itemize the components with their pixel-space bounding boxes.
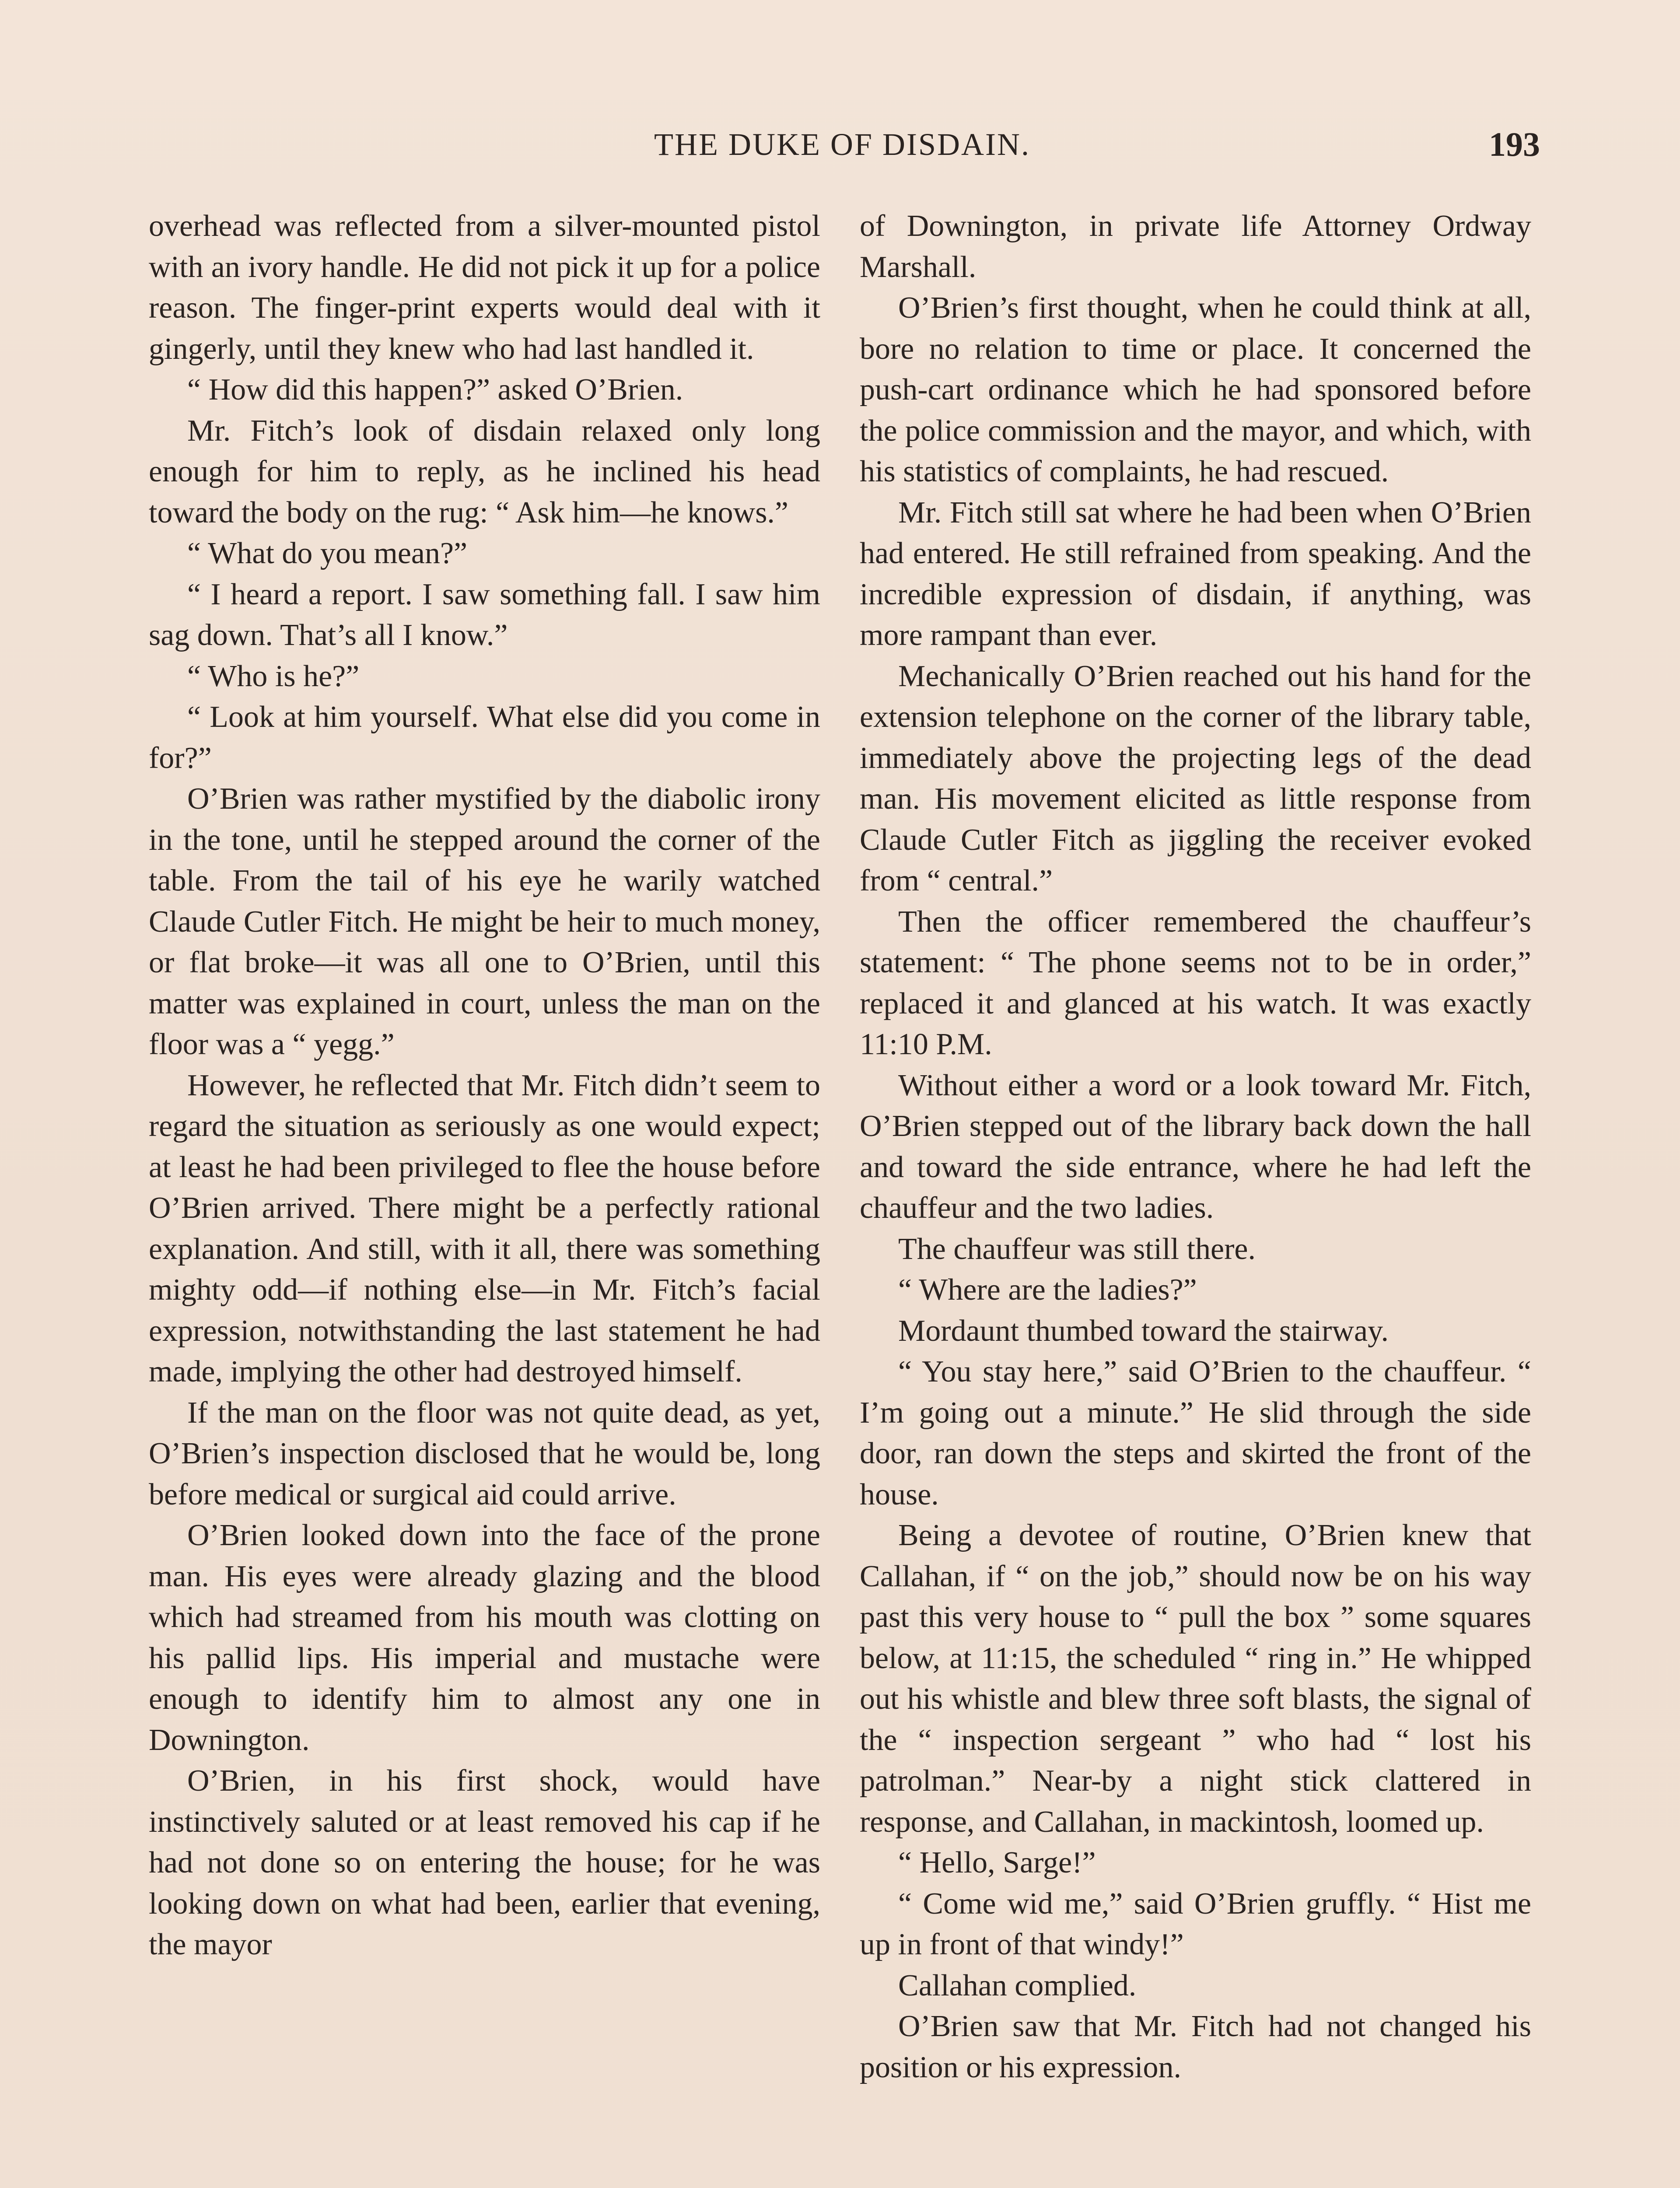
- paragraph: “ Come wid me,” said O’Brien gruffly. “ Hist me up in front of that windy!”: [860, 1886, 1531, 1961]
- paragraph: O’Brien saw that Mr. Fitch had not changed his position or his expression.: [860, 2009, 1531, 2084]
- paragraph: overhead was reflected from a silver-mounted pistol with an ivory handle. He did not pick it up for a police reason. The finger-print experts would deal with it gingerly, until they knew who had last handled it.: [149, 209, 820, 366]
- paragraph: Without either a word or a look toward Mr. Fitch, O’Brien stepped out of the library back down the hall and toward the side entrance, where he had left the chauffeur and the two ladies.: [860, 1068, 1531, 1225]
- paragraph: of Downington, in private life Attorney Ordway Marshall.: [860, 209, 1531, 284]
- paragraph: The chauffeur was still there.: [898, 1232, 1256, 1266]
- paragraph: “ What do you mean?”: [187, 536, 468, 570]
- paragraph: Mordaunt thumbed toward the stairway.: [898, 1314, 1389, 1348]
- paragraph: “ How did this happen?” asked O’Brien.: [187, 373, 683, 407]
- right-column: [860, 206, 1531, 2188]
- paragraph: O’Brien looked down into the face of the prone man. His eyes were already glazing and the blood which had streamed from his mouth was clotting on his pallid lips. His imperial and mustache were enough to identify him to almost any one in Downington.: [149, 1518, 820, 1757]
- paragraph: “ Hello, Sarge!”: [898, 1846, 1096, 1879]
- paragraph: O’Brien, in his first shock, would have instinctively saluted or at least removed his cap if he had not done so on entering the house; for he was looking down on what had been, earlier that evening, the mayor: [149, 1764, 820, 1961]
- paragraph: Being a devotee of routine, O’Brien knew that Callahan, if “ on the job,” should now be on his way past this very house to “ pull the box ” some squares below, at 11:15, the scheduled “ ring in.” He whipped out his whistle and blew three soft blasts, the signal of the “ inspection sergeant ” who had “ lost his patrolman.” Near-by a night stick clattered in response, and Callahan, in mackintosh, loomed up.: [860, 1518, 1531, 1839]
- paragraph: Mechanically O’Brien reached out his hand for the extension telephone on the corner of the library table, immediately above the projecting legs of the dead man. His movement elicited as little response from Claude Cutler Fitch as jiggling the receiver evoked from “ central.”: [860, 659, 1531, 898]
- page-header: [144, 120, 1540, 168]
- page-number: 193: [1489, 125, 1540, 163]
- paragraph: Mr. Fitch’s look of disdain relaxed only long enough for him to reply, as he inclined his head toward the body on the rug: “ Ask him—he knows.”: [149, 414, 820, 529]
- paragraph: “ I heard a report. I saw something fall. I saw him sag down. That’s all I know.”: [149, 577, 820, 652]
- paragraph: If the man on the floor was not quite dead, as yet, O’Brien’s inspection disclosed that he would be, long before medical or surgical aid could arrive.: [149, 1396, 820, 1511]
- paragraph: Callahan complied.: [898, 1968, 1137, 2002]
- text-columns: [149, 206, 1531, 2188]
- paragraph: Then the officer remembered the chauffeur’s statement: “ The phone seems not to be in order,” replaced it and glanced at his watch. It was exactly 11:10 P.M.: [860, 905, 1531, 1061]
- paragraph: “ You stay here,” said O’Brien to the chauffeur. “ I’m going out a minute.” He slid through the side door, ran down the steps and skirted the front of the house.: [860, 1355, 1531, 1511]
- paragraph: “ Where are the ladies?”: [898, 1273, 1197, 1307]
- paragraph: O’Brien was rather mystified by the diabolic irony in the tone, until he stepped around the corner of the table. From the tail of his eye he warily watched Claude Cutler Fitch. He might be heir to much money, or flat broke—it was all one to O’Brien, until this matter was explained in court, unless the man on the floor was a “ yegg.”: [149, 782, 820, 1061]
- paragraph: “ Who is he?”: [187, 659, 360, 693]
- left-column: [149, 206, 820, 2188]
- paragraph: “ Look at him yourself. What else did you come in for?”: [149, 700, 820, 775]
- paragraph: Mr. Fitch still sat where he had been when O’Brien had entered. He still refrained from speaking. And the incredible expression of disdain, if anything, was more rampant than ever.: [860, 495, 1531, 652]
- paragraph: O’Brien’s first thought, when he could think at all, bore no relation to time or place. It concerned the push-cart ordinance which he had sponsored before the police commission and the mayor, and which, with his statistics of complaints, he had rescued.: [860, 291, 1531, 488]
- paragraph: However, he reflected that Mr. Fitch didn’t seem to regard the situation as seriously as one would expect; at least he had been privileged to flee the house before O’Brien arrived. There might be a perfectly rational explanation. And still, with it all, there was something mighty odd—if nothing else—in Mr. Fitch’s facial expression, notwithstanding the last statement he had made, implying the other had destroyed himself.: [149, 1068, 820, 1389]
- running-title: THE DUKE OF DISDAIN.: [654, 127, 1030, 162]
